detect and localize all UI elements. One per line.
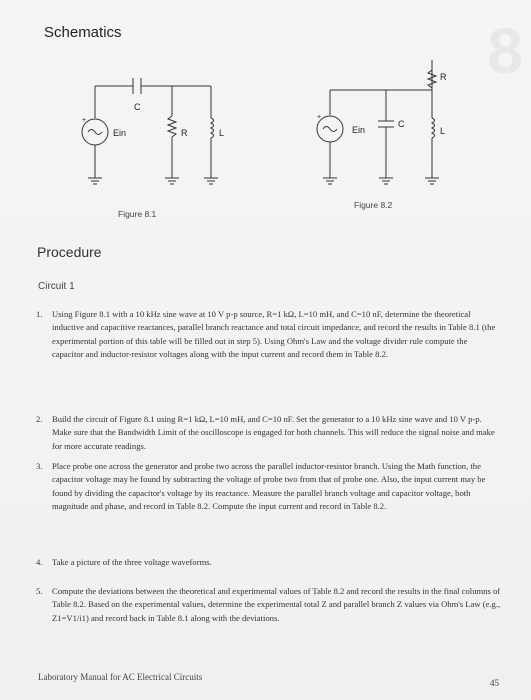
item-number: 1. xyxy=(36,309,43,319)
fig2-l-label: L xyxy=(440,126,446,136)
procedure-item-1 xyxy=(36,308,501,362)
item-text: Using Figure 8.1 with a 10 kHz sine wave at 10 V p-p source, R=1 kΩ, L=10 mH, and C=10 nF, determine the theoretical inductive and capacitive reactances, parallel branch reactance and total circuit impedance, and record the results in Table 8.1 (the experimental portion of this table will be filled out in step 5). Using Ohm's Law and the voltage divider rule compute the capacitor and inductor-resistor voltages along with the input current and record them in Table 8.2. xyxy=(52,309,496,360)
item-number: 2. xyxy=(36,414,43,424)
svg-text:+: + xyxy=(82,117,87,124)
figure-8-2-circuit xyxy=(317,60,439,184)
procedure-item-3 xyxy=(36,460,501,514)
section-title: Schematics xyxy=(44,24,122,41)
procedure-item-4 xyxy=(36,556,501,569)
footer-book-title: Laboratory Manual for AC Electrical Circuits xyxy=(38,672,203,682)
procedure-heading: Procedure xyxy=(37,244,102,260)
fig1-ein-label: Ein xyxy=(113,128,127,138)
procedure-item-2 xyxy=(36,413,501,453)
figure-8-1-circuit xyxy=(82,78,218,184)
item-text: Compute the deviations between the theoretical and experimental values of Table 8.2 and record the results in the final columns of Table 8.2. Based on the experimental values, determine the experimental total Z and parallel branch Z values via Ohm's Law (e.g., Z1=V1/i1) and record back in Table 8.1 along with the deviations. xyxy=(52,586,501,623)
fig2-r-label: R xyxy=(440,72,447,82)
figure-8-1-caption: Figure 8.1 xyxy=(118,209,157,219)
fig1-r-label: R xyxy=(181,128,188,138)
fig2-ein-label: Ein xyxy=(352,125,366,135)
item-text: Build the circuit of Figure 8.1 using R=1 kΩ, L=10 mH, and C=10 nF. Set the generator to a 10 kHz sine wave and 10 V p-p. Make sure that the Bandwidth Limit of the oscilloscope is engaged for both channels. This will reduce the signal noise and make for more accurate readings. xyxy=(52,414,495,451)
fig1-c-label: C xyxy=(134,102,141,112)
fig2-c-label: C xyxy=(398,119,405,129)
fig1-l-label: L xyxy=(219,128,225,138)
item-text: Take a picture of the three voltage waveforms. xyxy=(52,557,212,567)
watermark: 8 xyxy=(487,15,523,87)
item-number: 4. xyxy=(36,557,43,567)
procedure-item-5 xyxy=(36,585,501,625)
page-number: 45 xyxy=(490,678,499,688)
schematics-diagram xyxy=(0,0,531,240)
item-number: 5. xyxy=(36,586,43,596)
svg-text:+: + xyxy=(317,114,322,121)
item-number: 3. xyxy=(36,461,43,471)
circuit-heading: Circuit 1 xyxy=(38,281,75,292)
item-text: Place probe one across the generator and probe two across the parallel inductor-resistor branch. Using the Math function, the capacitor voltage may be found by subtracting the voltage of probe two from that of probe one. Also, the input current may be found by dividing the capacitor's voltage by its reactance. Measure the parallel branch voltage and capacitor voltage, both magnitude and phase, and record in Table 8.2. Compute the input current and record in Table 8.2. xyxy=(52,461,486,512)
figure-8-2-caption: Figure 8.2 xyxy=(354,200,393,210)
